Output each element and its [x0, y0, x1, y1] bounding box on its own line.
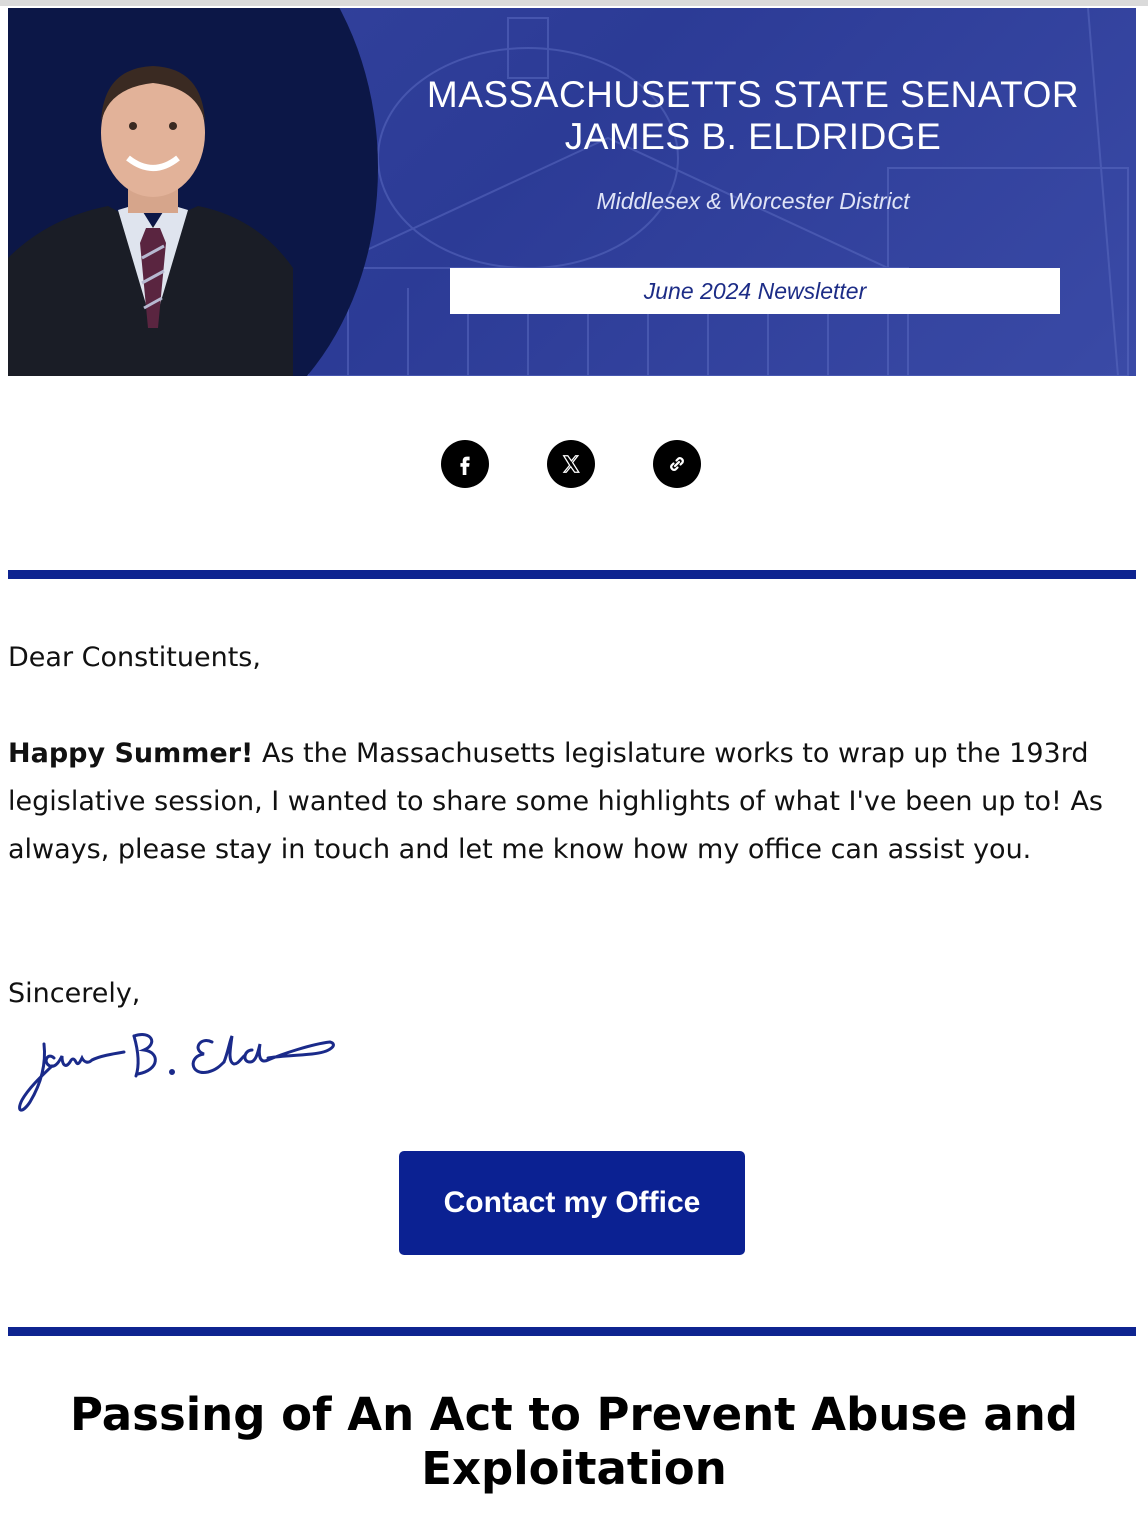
section-divider-2: [8, 1327, 1136, 1336]
section-heading: Passing of An Act to Prevent Abuse and Exploitation: [70, 1388, 1078, 1495]
newsletter-banner: [8, 8, 1136, 376]
banner-title-line2: JAMES B. ELDRIDGE: [564, 116, 942, 157]
intro-bold: Happy Summer!: [8, 738, 254, 769]
signature-image: [12, 1022, 342, 1122]
newsletter-date-label: June 2024 Newsletter: [450, 268, 1060, 314]
x-icon[interactable]: [547, 440, 595, 488]
district-label: Middlesex & Worcester District: [596, 188, 910, 214]
closing: Sincerely,: [8, 978, 141, 1009]
section-divider: [8, 570, 1136, 579]
intro-paragraph: [8, 730, 1128, 874]
banner-title-line1: MASSACHUSETTS STATE SENATOR: [426, 74, 1080, 115]
banner-title: [368, 74, 1136, 158]
social-links: [0, 440, 1148, 488]
intro-body: As the Massachusetts legislature works to wrap up the 193rd legislative session, I wanted to share some highlights of what I've been up to! As always, please stay in touch and let me know how my office can assist you.: [8, 738, 1104, 865]
link-icon[interactable]: [653, 440, 701, 488]
top-border: [0, 0, 1148, 6]
senator-portrait: [8, 28, 298, 376]
facebook-icon[interactable]: [441, 440, 489, 488]
contact-office-button[interactable]: Contact my Office: [399, 1151, 745, 1255]
greeting: Dear Constituents,: [8, 642, 261, 673]
